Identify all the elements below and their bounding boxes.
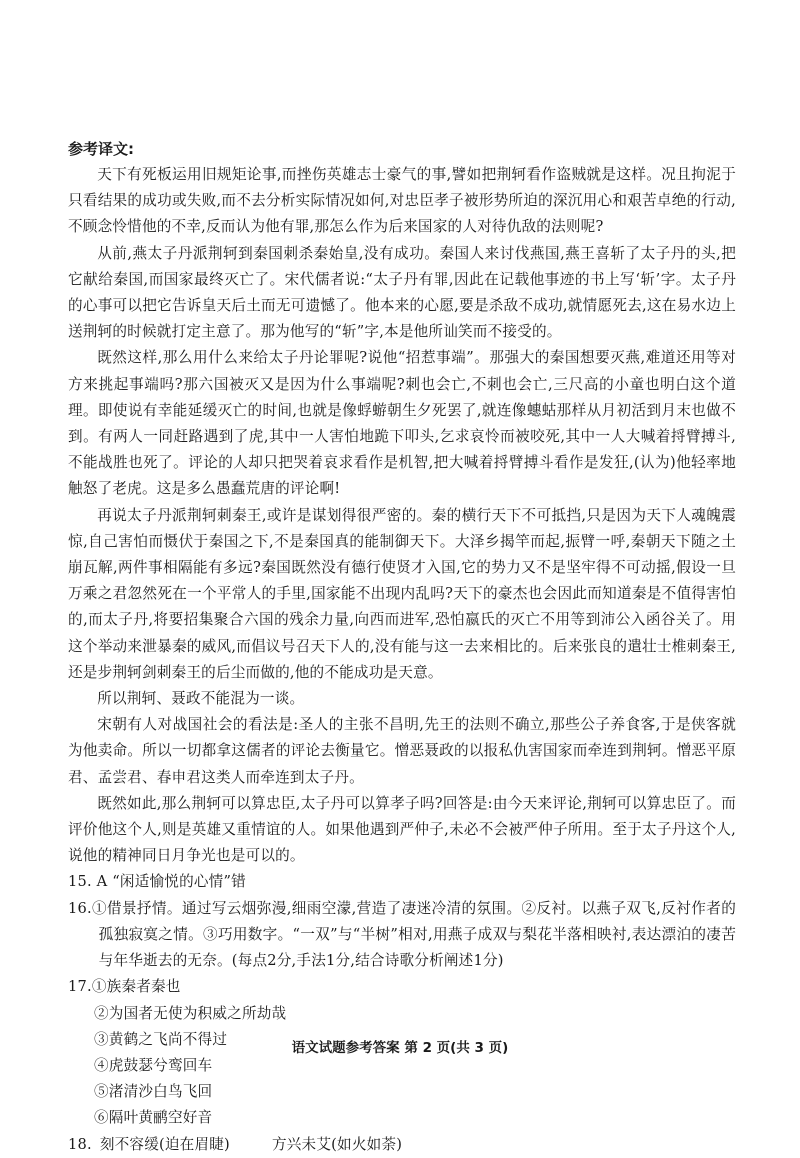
answer-17-item-3: ③黄鹤之飞尚不得过 xyxy=(94,1030,228,1048)
answer-17-item-2: ②为国者无使为积威之所劫哉 xyxy=(94,1004,287,1022)
answer-18 xyxy=(68,1132,736,1158)
answer-15-number: 15. xyxy=(68,873,92,891)
answer-17-item-4: ④虎鼓瑟兮鸾回车 xyxy=(94,1056,213,1074)
footer-page-number: 第 2 页(共 3 页) xyxy=(404,1040,509,1056)
answer-18-part-1: 刻不容缓(迫在眉睫) xyxy=(99,1135,230,1153)
footer-title: 语文试题参考答案 xyxy=(291,1040,400,1056)
page-footer xyxy=(0,1038,800,1058)
answer-15 xyxy=(68,869,736,895)
answer-15-text: A “闲适愉悦的心情”错 xyxy=(96,873,246,891)
translation-paragraph-1: 天下有死板运用旧规矩论事,而挫伤英雄志士豪气的事,譬如把荆轲看作盗贼就是这样。况且拘泥于只看结果的成功或失败,而不去分析实际情况如何,对忠臣孝子被形势所迫的深沉用心和艰苦卓绝的行动,不顾念怜惜他的不幸,反而认为他有罪,那怎么作为后来国家的人对待仇敌的法则呢? xyxy=(68,166,736,236)
translation-paragraph-2: 从前,燕太子丹派荆轲到秦国刺杀秦始皇,没有成功。秦国人来讨伐燕国,燕王喜斩了太子丹的头,把它献给秦国,而国家最终灭亡了。宋代儒者说:“太子丹有罪,因此在记载他事迹的书上写‘斩’字。太子丹的心事可以把它告诉皇天后土而无可遗憾了。他本来的心愿,要是杀敌不成功,就情愿死去,这在易水边上送荆轲的时候就打定主意了。那为他写的“斩”字,本是他所讪笑而不接受的。 xyxy=(68,244,736,341)
document-page xyxy=(68,138,736,1158)
answer-16 xyxy=(68,896,736,975)
answer-16-text: ①借景抒情。通过写云烟弥漫,细雨空濛,营造了凄迷冷清的氛围。②反衬。以燕子双飞,反衬作者的孤独寂寞之情。③巧用数字。“一双”与“半树”相对,用燕子成双与梨花半落相映衬,表达漂泊的凄苦与年华逝去的无奈。(每点2分,手法1分,结合诗歌分析阐述1分) xyxy=(91,899,736,970)
translation-paragraph-6: 宋朝有人对战国社会的看法是:圣人的主张不昌明,先王的法则不确立,那些公子养食客,于是侠客就为他卖命。所以一切都拿这儒者的评论去衡量它。憎恶聂政的以报私仇害国家而牵连到荆轲。憎恶平原君、孟尝君、春申君这类人而牵连到太子丹。 xyxy=(68,716,736,786)
answer-17-item-5: ⑤渚清沙白鸟飞回 xyxy=(94,1083,213,1101)
answer-17-number: 17. xyxy=(68,978,92,996)
translation-paragraph-3: 既然这样,那么用什么来给太子丹论罪呢?说他“招惹事端”。那强大的秦国想要灭燕,难道还用等对方来挑起事端吗?那六国被灭又是因为什么事端呢?刺也会亡,不刺也会亡,三尺高的小童也明白这个道理。即使说有幸能延缓灭亡的时间,也就是像蜉蝣朝生夕死罢了,就连像蟪蛄那样从月初活到月末也做不到。有两人一同赶路遇到了虎,其中一人害怕地跪下叩头,乞求哀怜而被咬死,其中一人大喊着捋臂搏斗,不能战胜也死了。评论的人却只把哭着哀求看作是机智,把大喊着捋臂搏斗看作是发狂,(认为)他轻率地触怒了老虎。这是多么愚蠢荒唐的评论啊! xyxy=(68,349,736,498)
answer-17-list xyxy=(68,1001,736,1132)
translation-paragraph-5: 所以荆轲、聂政不能混为一谈。 xyxy=(97,690,305,708)
answer-18-part-2: 方兴未艾(如火如荼) xyxy=(271,1135,403,1153)
translation-paragraph-4: 再说太子丹派荆轲刺秦王,或许是谋划得很严密的。秦的横行天下不可抵挡,只是因为天下人魂魄震惊,自己害怕而慑伏于秦国之下,不是秦国真的能制御天下。大泽乡揭竿而起,振臂一呼,秦朝天下随之土崩瓦解,两件事相隔能有多远?秦国既然没有德行使贤才入国,它的势力又不是坚牢得不可动摇,假设一旦万乘之君忽然死在一个平常人的手里,国家能不出现内乱吗?天下的豪杰也会因此而知道秦是不值得害怕的,而太子丹,将要招集聚合六国的残余力量,向西而进军,恐怕嬴氏的灭亡不用等到沛公入函谷关了。用这个举动来泄暴秦的威风,而倡议号召天下人的,没有能与这一去来相比的。后来张良的遣壮士椎刺秦王,还是步荆轲剑刺秦王的后尘而做的,他的不能成功是天意。 xyxy=(68,506,736,681)
answer-16-number: 16. xyxy=(68,899,92,917)
answer-17-item-6: ⑥隔叶黄鹂空好音 xyxy=(94,1109,213,1127)
answer-18-number: 18. xyxy=(68,1135,92,1153)
reference-translation-heading: 参考译文: xyxy=(68,140,134,158)
answer-17 xyxy=(68,974,736,1000)
translation-paragraph-7: 既然如此,那么荆轲可以算忠臣,太子丹可以算孝子吗?回答是:由今天来评论,荆轲可以算忠臣了。而评价他这个人,则是英雄又重情谊的人。如果他遇到严仲子,未必不会被严仲子所用。至于太子丹这个人,说他的精神同日月争光也是可以的。 xyxy=(68,794,736,865)
answer-17-item-1: ①族秦者秦也 xyxy=(91,978,181,996)
